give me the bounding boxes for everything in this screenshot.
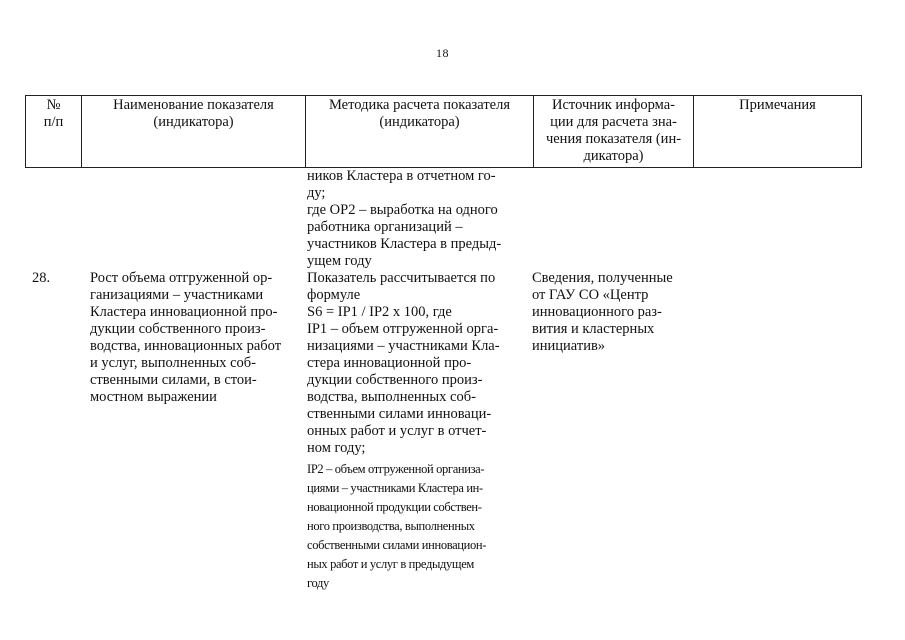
header-notes: Примечания: [694, 96, 862, 168]
table-header-row: [26, 96, 862, 168]
header-number: № п/п: [26, 96, 82, 168]
header-calculation-method: Методика расчета показателя (индикатора): [306, 96, 534, 168]
continued-method-text: ников Кластера в отчетном го- ду; где ОР2 – выработка на одного работника организаций – участников Кластера в предыд- ущем году: [307, 168, 502, 269]
calculation-method-continued: IP2 – объем отгруженной организа- циями – участниками Кластера ин- новационной продукции собствен- ного производства, выполненных собственными силами инновацион- ных работ и услуг в предыдущем году: [307, 462, 487, 590]
indicator-table-header: [25, 95, 862, 168]
header-indicator-name: Наименование показателя (индикатора): [82, 96, 306, 168]
information-source: Сведения, полученные от ГАУ СО «Центр инновационного раз- вития и кластерных инициатив»: [532, 270, 673, 354]
page-number: 18: [436, 46, 449, 60]
indicator-name: Рост объема отгруженной ор- ганизациями – участниками Кластера инновационной про- дукции собственного произ- водства, инновационных работ и услуг, выполненных соб- ственными силами, в стои- мостном выражении: [90, 270, 282, 405]
header-information-source: Источник информа- ции для расчета зна- чения показателя (ин- дикатора): [534, 96, 694, 168]
row-number: 28.: [32, 270, 51, 286]
calculation-method: Показатель рассчитывается по формуле S6 = IP1 / IP2 х 100, где IP1 – объем отгруженной орга- низациями – участниками Кла- стера инновационной про- дукции собственного произ- водства, выполненных соб- ственными силами инноваци- онных работ и услуг в отчет- ном году;: [307, 270, 500, 456]
